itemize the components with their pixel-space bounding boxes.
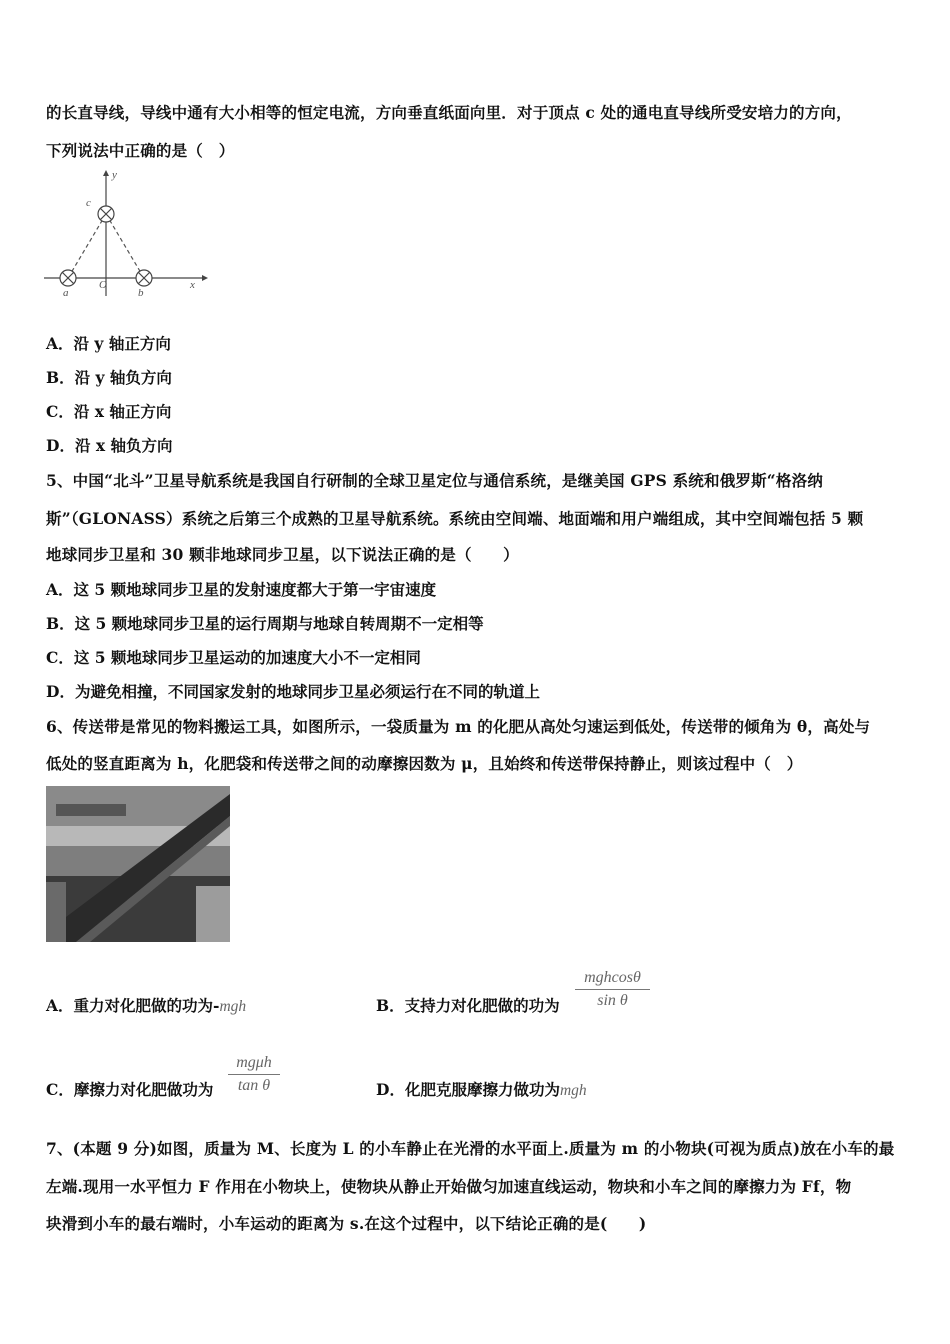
q6-option-d[interactable] — [376, 1078, 587, 1100]
label-c: c — [86, 197, 91, 209]
q4-option-a[interactable]: A．沿 y 轴正方向 — [46, 334, 171, 353]
q4-option-c[interactable]: C．沿 x 轴正方向 — [46, 402, 172, 421]
q6-option-c-fraction — [228, 1054, 280, 1095]
fraction-bar — [575, 989, 650, 990]
q7-stem-line3: 块滑到小车的最右端时，小车运动的距离为 s.在这个过程中，以下结论正确的是( ) — [46, 1214, 647, 1233]
conveyor-belt-photo — [46, 786, 230, 942]
q4-option-b[interactable]: B．沿 y 轴负方向 — [46, 368, 172, 387]
fraction-bar — [228, 1074, 280, 1075]
q5-stem-line1: 5、中国“北斗”卫星导航系统是我国自行研制的全球卫星定位与通信系统，是继美国 GPS 系统和俄罗斯“格洛纳 — [46, 471, 824, 490]
q6-option-a-math: mgh — [219, 998, 247, 1015]
q6-option-d-text: D．化肥克服摩擦力做功为 — [376, 1080, 560, 1099]
q5-option-b[interactable]: B．这 5 颗地球同步卫星的运行周期与地球自转周期不一定相等 — [46, 614, 484, 633]
q4-stem-line2: 下列说法中正确的是（ ） — [46, 141, 235, 160]
x-axis-arrow — [202, 275, 208, 281]
label-y: y — [112, 169, 117, 181]
wire-a — [60, 270, 76, 286]
q6-option-b-numerator: mghcosθ — [584, 969, 641, 986]
wire-b — [136, 270, 152, 286]
q5-stem-line2: 斯”（GLONASS）系统之后第三个成熟的卫星导航系统。系统由空间端、地面端和用户端组成，其中空间端包括 5 颗 — [46, 509, 864, 528]
q7-stem-line2: 左端.现用一水平恒力 F 作用在小物块上，使物块从静止开始做匀加速直线运动，物块和小车之间的摩擦力为 Ff，物 — [46, 1177, 852, 1196]
y-axis-arrow — [103, 170, 109, 176]
q6-option-a[interactable] — [46, 994, 246, 1016]
label-o: O — [99, 279, 107, 291]
q6-option-a-text: A．重力对化肥做的功为- — [46, 996, 220, 1015]
q6-option-c-denominator: tan θ — [237, 1077, 271, 1094]
q6-option-c-numerator: mgμh — [236, 1054, 272, 1071]
q6-option-b-fraction — [575, 969, 650, 1010]
dashed-line-ca — [68, 214, 106, 278]
q6-option-c[interactable]: C．摩擦力对化肥做功为 — [46, 1080, 214, 1099]
label-a: a — [63, 287, 69, 299]
q5-stem-line3: 地球同步卫星和 30 颗非地球同步卫星，以下说法正确的是（ ） — [46, 545, 519, 564]
q6-stem-line1: 6、传送带是常见的物料搬运工具，如图所示，一袋质量为 m 的化肥从高处匀速运到低处，传送带的倾角为 θ，高处与 — [46, 717, 871, 736]
q6-stem-line2: 低处的竖直距离为 h，化肥袋和传送带之间的动摩擦因数为 μ，且始终和传送带保持静止，则该过程中（ ） — [46, 754, 803, 773]
q7-stem-line1: 7、(本题 9 分)如图，质量为 M、长度为 L 的小车静止在光滑的水平面上.质量为 m 的小物块(可视为质点)放在小车的最 — [46, 1139, 895, 1158]
wire-c — [98, 206, 114, 222]
q4-figure-diagram — [44, 168, 209, 300]
q6-option-d-math: mgh — [559, 1082, 587, 1099]
q4-option-d[interactable]: D．沿 x 轴负方向 — [46, 436, 173, 455]
q5-option-d[interactable]: D．为避免相撞，不同国家发射的地球同步卫星必须运行在不同的轨道上 — [46, 682, 540, 701]
label-x: x — [190, 279, 195, 291]
q6-option-b[interactable]: B．支持力对化肥做的功为 — [376, 996, 560, 1015]
q5-option-c[interactable]: C．这 5 颗地球同步卫星运动的加速度大小不一定相同 — [46, 648, 421, 667]
q5-option-a[interactable]: A．这 5 颗地球同步卫星的发射速度都大于第一宇宙速度 — [46, 580, 437, 599]
label-b: b — [138, 287, 144, 299]
dashed-line-cb — [106, 214, 144, 278]
q6-option-b-denominator: sin θ — [597, 992, 628, 1009]
q4-stem-line1: 的长直导线，导线中通有大小相等的恒定电流，方向垂直纸面向里．对于顶点 c 处的通电直导线所受安培力的方向， — [46, 103, 852, 122]
